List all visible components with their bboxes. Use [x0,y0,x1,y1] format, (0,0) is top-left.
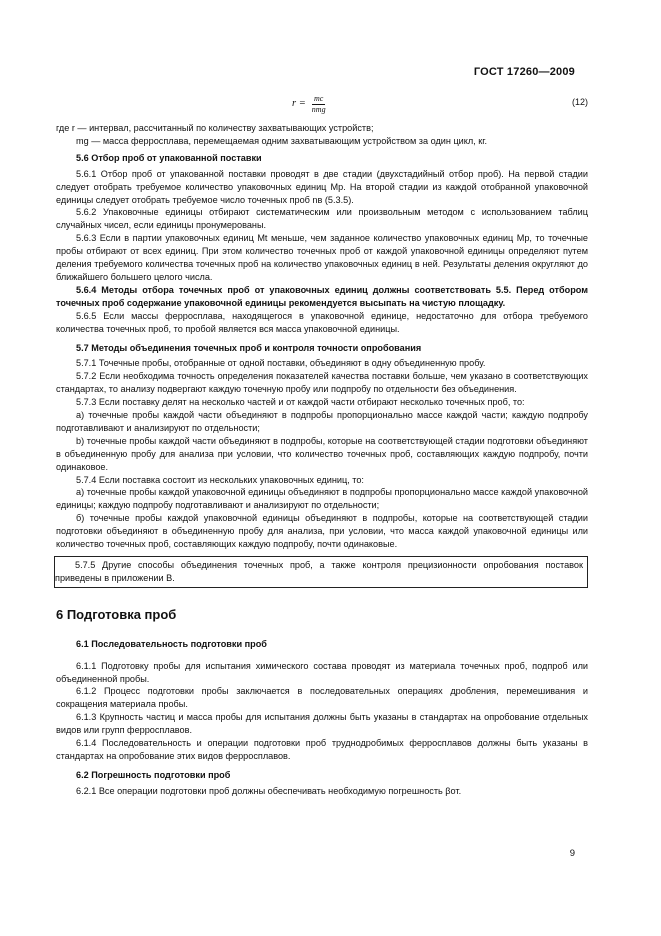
paragraph-6-2-1: 6.2.1 Все операции подготовки проб должны обеспечивать необходимую погрешность βот. [76,785,462,796]
paragraph-5-7-3: 5.7.3 Если поставку делят на несколько частей и от каждой части отбирают несколько точечных проб, то: [76,397,525,408]
paragraph-6-1-4: 6.1.4 Последовательность и операции подготовки проб труднодробимых ферросплавов должны быть указаны в стандартах на опробование этих видов ферросплавов. [56,738,588,761]
paragraph-5-6-5: 5.6.5 Если массы ферросплава, находящегося в упаковочной единице, недостаточно для отбора требуемого количества точечных проб, то пробой является вся масса упаковочной единицы. [56,310,588,334]
amended-paragraph-box [54,556,588,588]
paragraph-5-7-4-a: а) точечные пробы каждой упаковочной единицы объединяют в подпробы пропорционально массе каждой упаковочной единицы; каждую подпробу подготавливают и анализируют по отдельности; [56,487,588,511]
formula-numerator: mc [314,94,324,103]
formula-denominator: nmg [311,105,326,114]
formula-fraction [310,94,328,115]
paragraph-5-7-3-b: b) точечные пробы каждой части объединяют в подпробы, которые на соответствующей стадии подготовки объединяют в объединенную пробу для анализа при условии, что количество точечных проб, составляющих каждую подпробу, почти одинаковое. [56,435,588,472]
document-standard-header: ГОСТ 17260—2009 [473,66,575,78]
section-5-7-title: 5.7 Методы объединения точечных проб и контроля точности опробования [76,342,422,353]
section-6-1-title: 6.1 Последовательность подготовки проб [76,638,267,649]
paragraph-5-7-4: 5.7.4 Если поставка состоит из нескольких упаковочных единиц, то: [76,474,364,485]
paragraph-6-1-3: 6.1.3 Крупность частиц и масса пробы для испытания должны быть указаны в стандартах на опробование отдельных видов или групп ферросплавов. [56,712,588,736]
formula-legend [56,122,588,148]
legend-line-r: где r — интервал, рассчитанный по количеству захватывающих устройств; [56,123,374,133]
paragraph-5-7-4-b: б) точечные пробы каждой упаковочной единицы объединяют в подпробы, которые на соответствующей стадии подготовки объединяют в объединенную пробу для анализа, при условии, что масса каждой упаковочной единицы или количество точечных проб, составляющих каждую подпробу, почти одинаковые. [56,513,588,550]
formula-expression [292,94,328,115]
section-5-6-title: 5.6 Отбор проб от упакованной поставки [76,152,262,163]
formula-number: (12) [571,97,588,107]
section-6-2-title: 6.2 Погрешность подготовки проб [76,769,231,780]
page-content [56,92,588,798]
formula-lhs: r = [292,98,306,110]
paragraph-5-7-1: 5.7.1 Точечные пробы, отобранные от одной поставки, объединяют в одну объединенную пробу. [76,358,486,369]
paragraph-5-6-1: 5.6.1 Отбор проб от упакованной поставки проводят в две стадии (двухстадийный отбор проб). На первой стадии следует отобрать требуемое количество упаковочных единиц Mр. На второй стадии из каждой отобранной упаковочной единицы следует отобрать требуемое число точечных проб nв (5.3.5). [56,168,588,205]
paragraph-5-7-5: 5.7.5 Другие способы объединения точечных проб, а также контроля прецизионности опробования поставок приведены в приложении В. [55,560,583,583]
paragraph-5-7-3-a: а) точечные пробы каждой части объединяют в подпробы пропорционально массе каждой части; каждую подпробу подготавливают и анализируют по отдельности; [56,410,588,433]
paragraph-5-6-2: 5.6.2 Упаковочные единицы отбирают систематическим или произвольным методом с использованием таблиц случайных чисел, если единицы пронумерованы. [56,207,588,231]
formula-12 [56,92,588,120]
paragraph-5-7-2: 5.7.2 Если необходима точность определения показателей качества поставки больше, чем указано в соответствующих стандартах, то анализу подвергают каждую точечную пробу или подпробу по отдельности без объединения. [56,371,588,395]
legend-line-mg: масса ферросплава, перемещаемая одним захватывающим устройством за один цикл, кг. [100,135,487,146]
paragraph-5-6-4: 5.6.4 Методы отбора точечных проб от упаковочных единиц должны соответствовать 5.5. Перед отбором точечных проб содержание упаковочной единицы рекомендуется высыпать на чистую площадку. [56,284,588,308]
section-6-title: 6 Подготовка проб [56,606,177,622]
page-number: 9 [569,848,575,859]
paragraph-6-1-1: 6.1.1 Подготовку пробы для испытания химического состава проводят из материала точечных проб, подпроб или объединенной пробы. [56,660,588,684]
paragraph-5-6-3: 5.6.3 Если в партии упаковочных единиц Мt меньше, чем заданное количество упаковочных единиц Мр, то точечные пробы отбирают от всех единиц. При этом количество точечных проб от каждой упаковочной единицы определяют путем деления требуемого количества точечных проб на количество упаковочных единиц в ней. Результаты деления округляют до ближайшего большего целого числа. [56,233,588,282]
legend-symbol-mg: mg — [76,135,101,146]
paragraph-6-1-2: 6.1.2 Процесс подготовки пробы заключается в последовательных операциях дробления, перемешивания и сокращения материала пробы. [56,686,588,710]
